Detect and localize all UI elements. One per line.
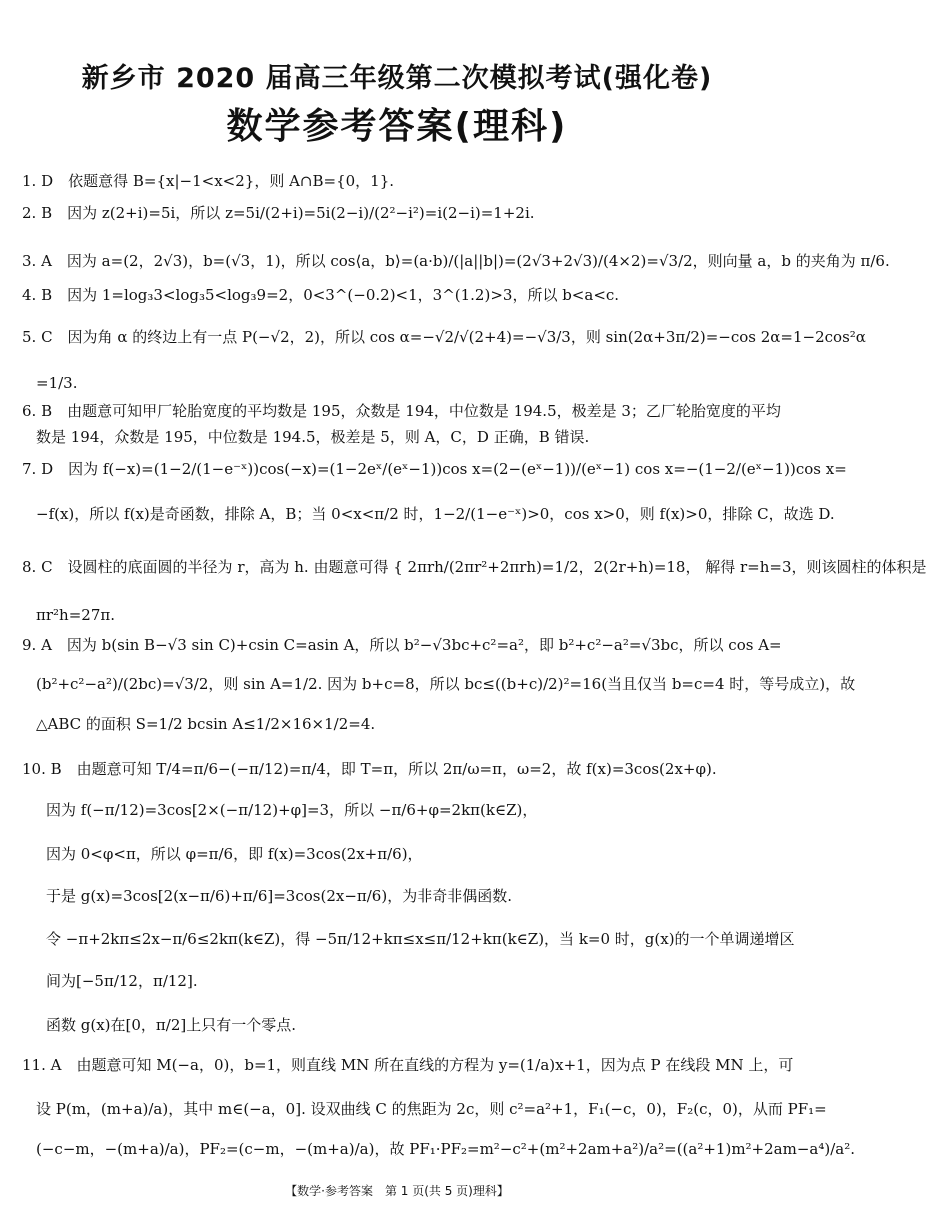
answer-line: 6. B 由题意可知甲厂轮胎宽度的平均数是 195，众数是 194，中位数是 194.5，极差是 3；乙厂轮胎宽度的平均 [22, 402, 781, 420]
answer-line: 设 P(m，(m+a)/a)，其中 m∈(−a，0]. 设双曲线 C 的焦距为 2c，则 c²=a²+1，F₁(−c，0)，F₂(c，0)，从而 PF₁= [36, 1100, 827, 1118]
answer-line: 1. D 依题意得 B={x|−1<x<2}，则 A∩B={0，1}. [22, 172, 395, 190]
answer-line: 3. A 因为 a=(2，2√3)，b=(√3，1)，所以 cos⟨a，b⟩=(a·b)/(|a||b|)=(2√3+2√3)/(4×2)=√3/2，则向量 a，b 的夹角为 π/6. [22, 252, 890, 270]
answer-line: −f(x)，所以 f(x)是奇函数，排除 A，B；当 0<x<π/2 时，1−2/(1−e⁻ˣ)>0，cos x>0，则 f(x)>0，排除 C，故选 D. [36, 505, 835, 523]
answer-line: =1/3. [36, 374, 78, 392]
answer-line: 于是 g(x)=3cos[2(x−π/6)+π/6]=3cos(2x−π/6)，为非奇非偶函数. [46, 887, 512, 905]
answer-line: 4. B 因为 1=log₃3<log₃5<log₃9=2，0<3^(−0.2)<1，3^(1.2)>3，所以 b<a<c. [22, 286, 620, 304]
answer-line: πr²h=27π. [36, 606, 115, 624]
answer-line: (b²+c²−a²)/(2bc)=√3/2，则 sin A=1/2. 因为 b+c=8，所以 bc≤((b+c)/2)²=16(当且仅当 b=c=4 时，等号成立)，故 [36, 675, 856, 693]
answer-line: 8. C 设圆柱的底面圆的半径为 r，高为 h. 由题意可得 { 2πrh/(2πr²+2πrh)=1/2，2(2r+h)=18， 解得 r=h=3，则该圆柱的体积是 [22, 558, 927, 576]
answer-line: (−c−m，−(m+a)/a)，PF₂=(c−m，−(m+a)/a)，故 PF₁·PF₂=m²−c²+(m²+2am+a²)/a²=((a²+1)m²+2am−a⁴)/a². [36, 1140, 855, 1158]
answer-line: 5. C 因为角 α 的终边上有一点 P(−√2，2)，所以 cos α=−√2/√(2+4)=−√3/3，则 sin(2α+3π/2)=−cos 2α=1−2cos²α [22, 328, 866, 346]
answer-line: △ABC 的面积 S=1/2 bcsin A≤1/2×16×1/2=4. [36, 715, 376, 733]
answer-line: 7. D 因为 f(−x)=(1−2/(1−e⁻ˣ))cos(−x)=(1−2eˣ/(eˣ−1))cos x=(2−(eˣ−1))/(eˣ−1) cos x=−(1−2/(eˣ−1))cos x= [22, 460, 847, 478]
answer-line: 令 −π+2kπ≤2x−π/6≤2kπ(k∈Z)，得 −5π/12+kπ≤x≤π/12+kπ(k∈Z)，当 k=0 时，g(x)的一个单调递增区 [46, 930, 795, 948]
answer-line: 间为[−5π/12，π/12]. [46, 972, 198, 990]
answer-line: 2. B 因为 z(2+i)=5i，所以 z=5i/(2+i)=5i(2−i)/(2²−i²)=i(2−i)=1+2i. [22, 204, 535, 222]
answer-line: 10. B 由题意可知 T/4=π/6−(−π/12)=π/4，即 T=π，所以 2π/ω=π，ω=2，故 f(x)=3cos(2x+φ). [22, 760, 717, 778]
answer-line: 数是 194，众数是 195，中位数是 194.5，极差是 5，则 A，C，D 正确，B 错误. [36, 428, 590, 446]
document-title: 新乡市 2020 届高三年级第二次模拟考试(强化卷) [81, 63, 713, 94]
page-footer: 【数学·参考答案 第 1 页(共 5 页)理科】 [285, 1184, 509, 1198]
document-subtitle: 数学参考答案(理科) [226, 106, 568, 147]
answer-line: 因为 0<φ<π，所以 φ=π/6，即 f(x)=3cos(2x+π/6)， [46, 845, 423, 863]
answer-line: 函数 g(x)在[0，π/2]上只有一个零点. [46, 1016, 297, 1034]
answer-line: 9. A 因为 b(sin B−√3 sin C)+csin C=asin A，所以 b²−√3bc+c²=a²，即 b²+c²−a²=√3bc，所以 cos A= [22, 636, 782, 654]
answer-line: 因为 f(−π/12)=3cos[2×(−π/12)+φ]=3，所以 −π/6+φ=2kπ(k∈Z)， [46, 801, 538, 819]
answer-line: 11. A 由题意可知 M(−a，0)，b=1，则直线 MN 所在直线的方程为 y=(1/a)x+1，因为点 P 在线段 MN 上，可 [22, 1056, 794, 1074]
